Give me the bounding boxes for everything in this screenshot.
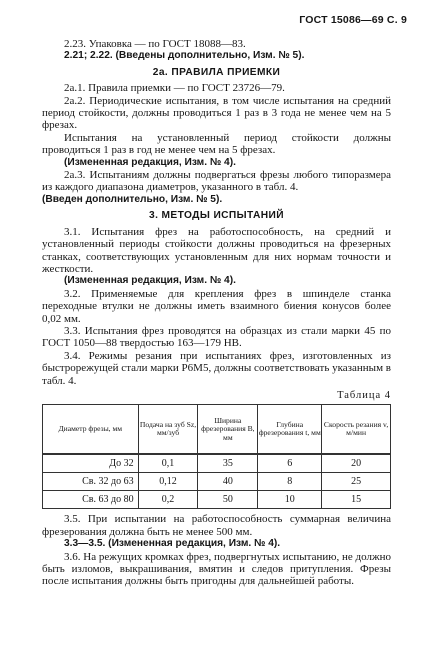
table-cell: 0,2 [138,491,198,509]
column-header: Глубина фрезерования t, мм [258,405,322,455]
table-cell: 8 [258,473,322,491]
table-cell: До 32 [43,454,139,473]
amendment-note: 3.3—3.5. (Измененная редакция, Изм. № 4). [64,538,281,550]
table-cell: 6 [258,454,322,473]
paragraph: 2а.1. Правила приемки — по ГОСТ 23726—79. [64,82,285,95]
document-body [42,38,391,588]
table-cell: 40 [198,473,258,491]
paragraph: 3.2. Применяемые для крепления фрез в шпинделе станка переходные втулки не должны иметь взаимного биения конусов более 0,02 мм. [42,287,391,325]
table-cell: Св. 63 до 80 [43,491,139,509]
table-cell: 50 [198,491,258,509]
table-cell: 35 [198,454,258,473]
column-header: Диаметр фрезы, мм [43,405,139,455]
amendment-note: (Измененная редакция, Изм. № 4). [64,156,236,168]
column-header: Подача на зуб Sz, мм/зуб [138,405,198,455]
table-row [43,473,391,491]
paragraph: 3.1. Испытания фрез на работоспособность, на средний и установленный периоды стойкости должны проводиться на фрезерных станках, соответствующих установленным для них нормам точности и жесткости. [42,225,391,275]
data-table [42,404,391,509]
paragraph: 3.3. Испытания фрез проводятся на образцах из стали марки 45 по ГОСТ 1050—88 твердостью 163—179 НВ. [42,324,391,350]
table-cell: 25 [322,473,391,491]
table-cell: 15 [322,491,391,509]
amendment-note: 2.21; 2.22. (Введены дополнительно, Изм. № 5). [64,50,305,62]
table-row [43,491,391,509]
paragraph: 3.5. При испытании на работоспособность суммарная величина фрезерования должна быть не менее 500 мм. [42,513,391,538]
table-cell: Св. 32 до 63 [43,473,139,491]
paragraph: 2а.3. Испытаниям должны подвергаться фрезы любого типоразмера из каждого диапазона диаметров, указанного в табл. 4. [42,169,391,194]
table-cell: 20 [322,454,391,473]
amendment-note: (Измененная редакция, Изм. № 4). [64,275,236,287]
table-caption: Таблица 4 [337,389,391,401]
column-header: Ширина фрезерования B, мм [198,405,258,455]
table-cell: 0,12 [138,473,198,491]
section-heading: 3. МЕТОДЫ ИСПЫТАНИЙ [149,210,284,222]
table-cell: 10 [258,491,322,509]
paragraph: 2.23. Упаковка — по ГОСТ 18088—83. [64,38,246,50]
table-header-row [43,405,391,455]
paragraph: Испытания на установленный период стойкости должны проводиться 1 раз в год не менее чем на 5 фрезах. [42,131,391,157]
paragraph: 3.6. На режущих кромках фрез, подвергнутых испытанию, не должно быть изломов, выкрашивания, вмятин и следов притупления. Фрезы после испытания должны быть пригодны для дальнейшей работы. [42,550,391,588]
section-heading: 2а. ПРАВИЛА ПРИЕМКИ [152,66,281,78]
paragraph: 3.4. Режимы резания при испытаниях фрез, изготовленных из быстрорежущей стали марки Р6М5, должны соответствовать указанным в табл. 4. [42,349,391,387]
table-cell: 0,1 [138,454,198,473]
paragraph: 2а.2. Периодические испытания, в том числе испытания на средний период стойкости, должны проводиться 1 раз в 3 года не менее чем на 5 фрезах. [42,94,391,132]
table-row [43,454,391,473]
page-header: ГОСТ 15086—69 С. 9 [299,14,407,26]
amendment-note: (Введен дополнительно, Изм. № 5). [42,193,223,205]
column-header: Скорость резания v, м/мин [322,405,391,455]
